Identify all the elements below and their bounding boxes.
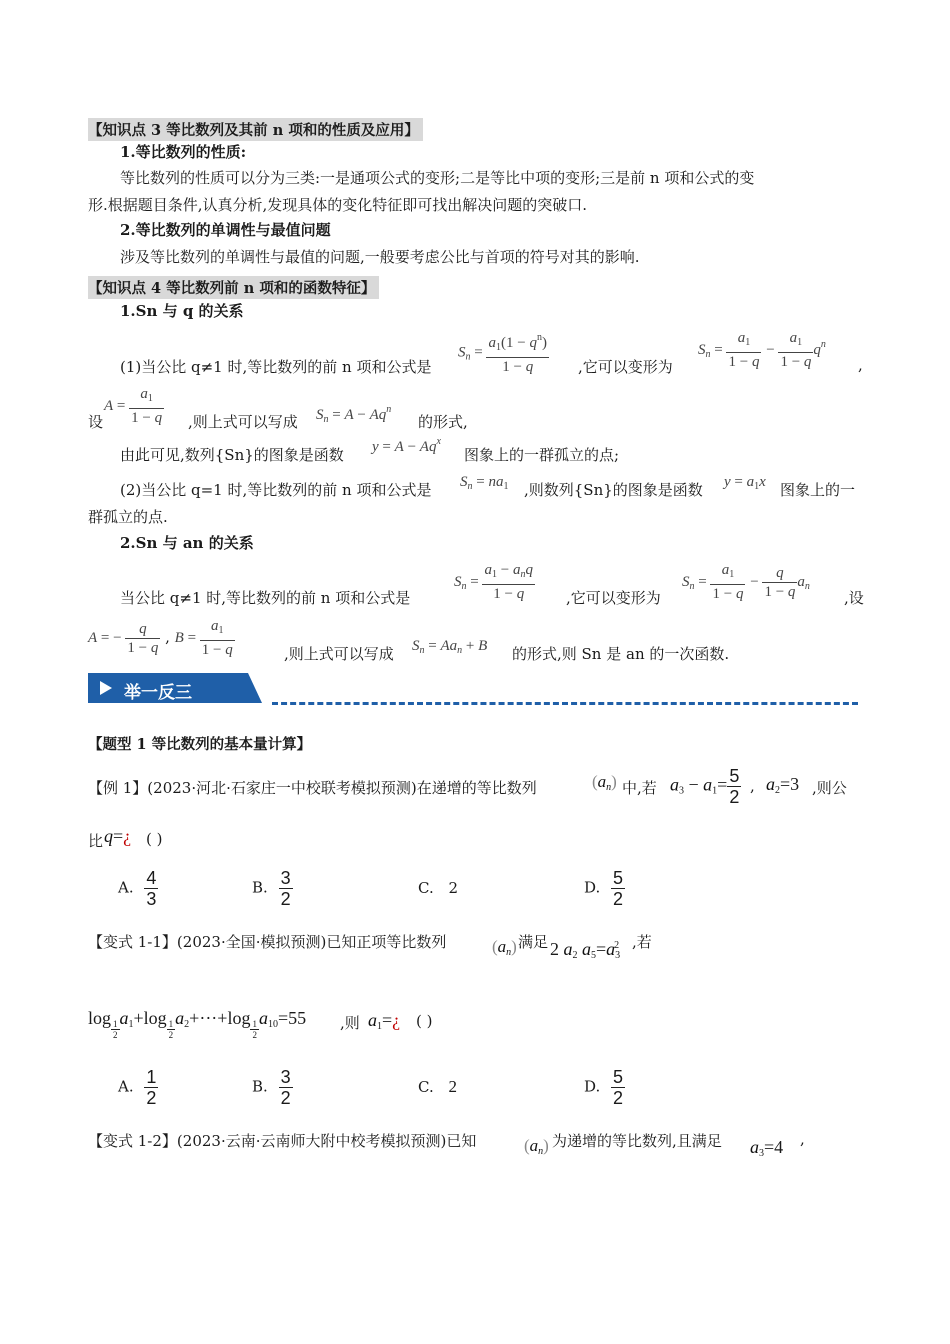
v11-option-a[interactable]: A. $\frac{1}{2}$ (118, 1067, 157, 1108)
kp4-p2-text-b: 图象上的一群孤立的点; (464, 446, 620, 464)
v11-option-c[interactable]: C. 2 (418, 1077, 457, 1096)
formula-sn-sum: $S_n$ = $\frac{a_1(1 - q^n)}{1 - q}$ (458, 329, 549, 376)
formula-y-a1x: $y = a_1x$ (724, 474, 766, 492)
v12-seq-an: $(a_n)$ (524, 1136, 549, 1157)
kp4-p3-text-b: ,则数列{Sn}的图象是函数 (524, 481, 703, 499)
banner-dash-line (272, 702, 858, 705)
kp3-heading: 【知识点 3 等比数列及其前 n 项和的性质及应用】 (88, 118, 423, 141)
v12-lead: 【变式 1-2】(2023·云南·云南师大附中校考模拟预测)已知 (88, 1132, 477, 1150)
v12-end: , (800, 1130, 805, 1148)
kp4-p1-text-d: 设 (88, 413, 104, 431)
kp3-section1-line1: 等比数列的性质可以分为三类:一是通项公式的变形;二是等比中项的变形;三是前 n 项和公式的变 (120, 169, 755, 187)
v11-log-sum: log $\frac{1}{2}$ $a_1+\log$ $\frac{1}{2}$ $a_2+\cdot\cdot\cdot+\log$ $\frac{1}{2}$ $a_{10}=55$ (88, 1008, 307, 1040)
ex1-seq-an: $(a_n)$ (592, 772, 617, 793)
kp4-p3-text-c: 图象上的一 (780, 481, 856, 499)
v11-option-b[interactable]: B. $\frac{3}{2}$ (252, 1067, 291, 1108)
v12-a3: $a_3=4$ (750, 1137, 784, 1159)
ex1-condition: $a_3 - a_1=$ $\frac{5}{2}$ (670, 766, 740, 807)
ex1-a2: $a_2=3$ (766, 774, 800, 796)
kp4-p2-text-a: 由此可见,数列{Sn}的图象是函数 (120, 446, 344, 464)
kp4-p4-text-f: 的形式,则 Sn 是 an 的一次函数. (512, 645, 730, 663)
formula-A-def: A = $\frac{a_1}{1 - q}$ (104, 386, 163, 426)
kp4-p4-text-e: ,则上式可以写成 (284, 645, 394, 663)
kp4-p4-text-a: 当公比 q≠1 时,等比数列的前 n 项和公式是 (120, 589, 411, 607)
ex1-lead: 【例 1】(2023·河北·石家庄一中校联考模拟预测)在递增的等比数列 (88, 779, 537, 797)
ex1-line2-b: ( ) (146, 830, 163, 848)
formula-sn-AanB: $S_n = Aa_n + B$ (412, 638, 488, 656)
kp4-p1-text-c: , (858, 356, 863, 374)
kp4-p1-text-b: ,它可以变形为 (578, 358, 673, 376)
ex1-mid: 中,若 (622, 779, 657, 797)
kp3-section1-line2: 形.根据题目条件,认真分析,发现具体的变化特征即可找出解决问题的突破口. (88, 196, 588, 214)
v11-lead: 【变式 1-1】(2023·全国·模拟预测)已知正项等比数列 (88, 933, 447, 951)
formula-sn-transform: $S_n$ = $\frac{a_1}{1 - q}$ − $\frac{a_1}{1 - q}$ $q^n$ (698, 330, 826, 370)
v11-line2-end: ,则 (340, 1014, 360, 1032)
ex1-option-b[interactable]: B. $\frac{3}{2}$ (252, 868, 291, 909)
ex1-mid2: , (750, 777, 755, 795)
v11-option-d[interactable]: D. $\frac{5}{2}$ (584, 1067, 624, 1108)
v11-end: ,若 (632, 933, 652, 951)
formula-A-B-def: A = − $\frac{q}{1 - q}$ , B = $\frac{a_1}{1 - q}$ (88, 618, 233, 658)
v11-condition: 2 $a_2$ $a_5=a_3^2$ (550, 939, 621, 961)
kp3-section2-body: 涉及等比数列的单调性与最值的问题,一般要考虑公比与首项的符号对其的影响. (120, 248, 640, 266)
v11-seq-an: $(a_n)$ (492, 937, 517, 958)
kp3-section2-title: 2.等比数列的单调性与最值问题 (120, 221, 331, 239)
kp4-p1-text-a: (1)当公比 q≠1 时,等比数列的前 n 项和公式是 (120, 358, 432, 376)
ex1-option-d[interactable]: D. $\frac{5}{2}$ (584, 868, 624, 909)
kp4-p4-text-b: ,它可以变形为 (566, 589, 661, 607)
kp4-p4-text-d: , (165, 628, 170, 646)
kp4-p4-text-c: ,设 (844, 589, 864, 607)
ex1-end: ,则公 (812, 779, 847, 797)
ex1-q-expr: q=¿ (104, 826, 132, 846)
ex1-line2-a: 比 (88, 832, 104, 850)
kp4-p1-text-e: ,则上式可以写成 (188, 413, 298, 431)
kp4-section2-title: 2.Sn 与 an 的关系 (120, 534, 254, 552)
formula-y-A: $y = A - Aq^x$ (372, 436, 441, 455)
kp4-p3-text-d: 群孤立的点. (88, 508, 168, 526)
kp4-p3-text-a: (2)当公比 q=1 时,等比数列的前 n 项和公式是 (120, 481, 432, 499)
formula-sn-na1: $S_n = na_1$ (460, 474, 509, 492)
banner-label: 举一反三 (124, 683, 192, 703)
ex1-option-c[interactable]: C. 2 (418, 879, 459, 897)
type1-heading: 【题型 1 等比数列的基本量计算】 (88, 736, 312, 753)
v11-line2-tail: ( ) (416, 1012, 433, 1030)
v11-a1-expr: $a_1=¿$ (368, 1010, 401, 1032)
formula-sn-A: $S_n = A - Aq^n$ (316, 404, 392, 425)
kp4-section1-title: 1.Sn 与 q 的关系 (120, 302, 244, 320)
v11-mid: 满足 (518, 933, 549, 951)
kp3-section1-title: 1.等比数列的性质: (120, 143, 247, 161)
formula-sn-an: $S_n$ = $\frac{a_1 - a_nq}{1 - q}$ (454, 562, 533, 602)
v12-mid: 为递增的等比数列,且满足 (552, 1132, 722, 1150)
formula-sn-an-transform: $S_n$ = $\frac{a_1}{1 - q}$ − $\frac{q}{1 - q}$ $a_n$ (682, 562, 810, 602)
kp4-p1-text-f: 的形式, (418, 413, 468, 431)
kp4-heading: 【知识点 4 等比数列前 n 项和的函数特征】 (88, 276, 379, 299)
ex1-option-a[interactable]: A. $\frac{4}{3}$ (118, 868, 157, 909)
